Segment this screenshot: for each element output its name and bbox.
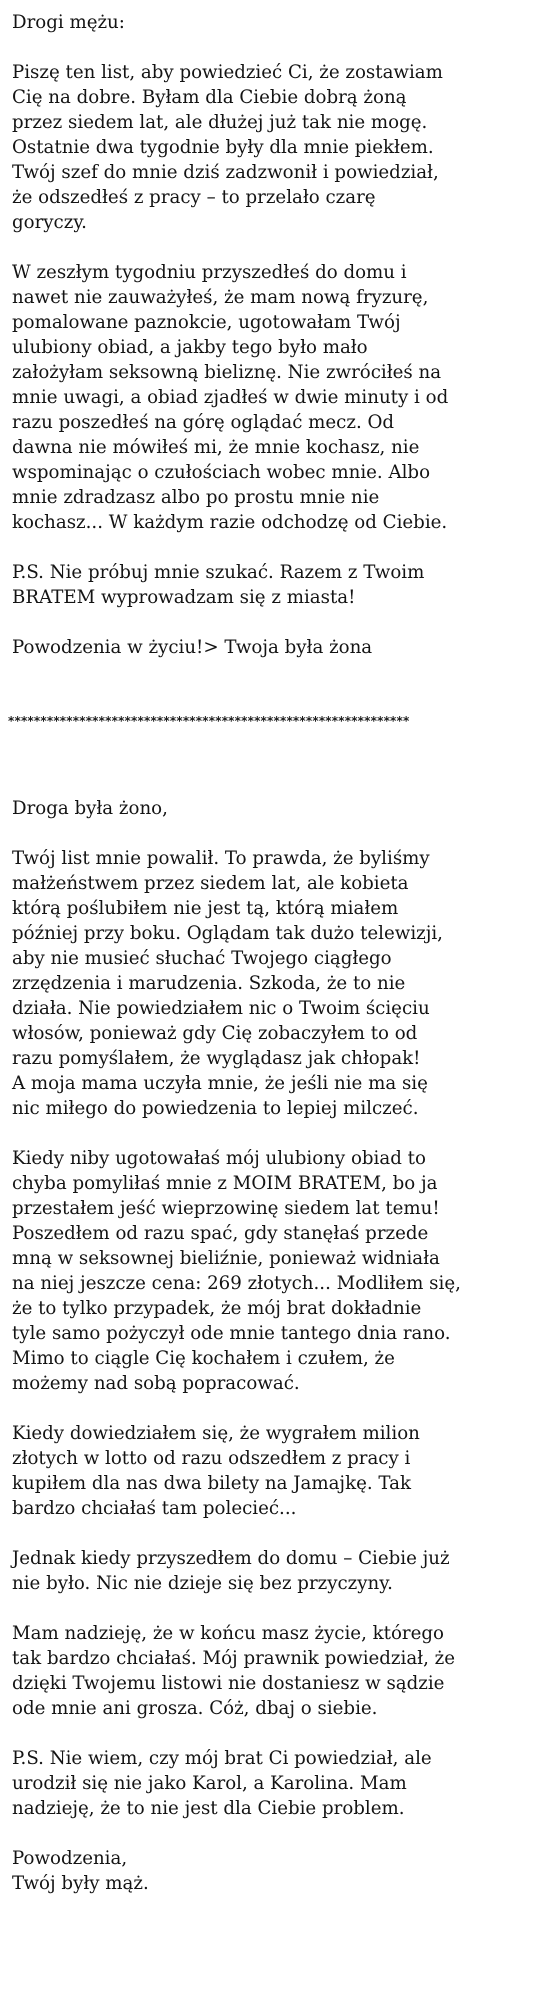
husband-letter-paragraph-1: Twój list mnie powalił. To prawda, że byliśmy małżeństwem przez siedem lat, ale kobieta którą poślubiłem nie jest tą, którą miałem później przy boku. Oglądam tak dużo telewizji, aby nie musieć słuchać Twojego ciągłego zrzędzenia i marudzenia. Szkoda, że to nie działa. Nie powiedziałem nic o Twoim ścięciu włosów, ponieważ gdy Cię zobaczyłem to od razu pomyślałem, że wyglądasz jak chłopak! A moja mama uczyła mnie, że jeśli nie ma się nic miłego do powiedzenia to lepiej milczeć. xyxy=(12,848,443,1119)
husband-letter-paragraph-4: Jednak kiedy przyszedłem do domu – Ciebie już nie było. Nic nie dzieje się bez przyczyny. xyxy=(12,1548,450,1594)
wife-letter-postscript: P.S. Nie próbuj mnie szukać. Razem z Twoim BRATEM wyprowadzam się z miasta! xyxy=(12,562,425,608)
husband-letter-paragraph-3: Kiedy dowiedziałem się, że wygrałem milion złotych w lotto od razu odszedłem z pracy i kupiłem dla nas dwa bilety na Jamajkę. Tak bardzo chciałaś tam polecieć... xyxy=(12,1423,420,1519)
husband-letter-paragraph-5: Mam nadzieję, że w końcu masz życie, którego tak bardzo chciałaś. Mój prawnik powiedział, że dzięki Twojemu listowi nie dostaniesz w sądzie ode mnie ani grosza. Cóż, dbaj o siebie. xyxy=(12,1623,455,1719)
husband-letter-paragraph-2: Kiedy niby ugotowałaś mój ulubiony obiad to chyba pomyliłaś mnie z MOIM BRATEM, bo ja przestałem jeść wieprzowinę siedem lat temu! Poszedłem od razu spać, gdy stanęłaś przede mną w seksownej bieliźnie, ponieważ widniała na niej jeszcze cena: 269 złotych... Modliłem się, że to tylko przypadek, że mój brat dokładnie tyle samo pożyczył ode mnie tantego dnia rano. Mimo to ciągle Cię kochałem i czułem, że możemy nad sobą popracować. xyxy=(12,1148,461,1394)
husband-letter-postscript: P.S. Nie wiem, czy mój brat Ci powiedział, ale urodził się nie jako Karol, a Karolina. Mam nadzieję, że to nie jest dla Ciebie problem. xyxy=(12,1748,432,1819)
husband-letter-signature: Powodzenia, Twój były mąż. xyxy=(12,1848,149,1894)
wife-letter-signature: Powodzenia w życiu!> Twoja była żona xyxy=(12,637,373,658)
wife-letter xyxy=(12,10,527,660)
husband-letter xyxy=(12,796,527,1896)
husband-letter-greeting: Droga była żono, xyxy=(12,798,168,819)
wife-letter-paragraph-1: Piszę ten list, aby powiedzieć Ci, że zostawiam Cię na dobre. Byłam dla Ciebie dobrą żoną przez siedem lat, ale dłużej już tak nie mogę. Ostatnie dwa tygodnie były dla mnie piekłem. Twój szef do mnie dziś zadzwonił i powiedział, że odszedłeś z pracy – to przelało czarę goryczy. xyxy=(12,62,443,233)
wife-letter-greeting: Drogi mężu: xyxy=(12,12,125,33)
asterisk-divider: ************************************************************** xyxy=(8,714,410,728)
wife-letter-paragraph-2: W zeszłym tygodniu przyszedłeś do domu i nawet nie zauważyłeś, że mam nową fryzurę, pomalowane paznokcie, ugotowałam Twój ulubiony obiad, a jakby tego było mało założyłam seksowną bieliznę. Nie zwróciłeś na mnie uwagi, a obiad zjadłeś w dwie minuty i od razu poszedłeś na górę oglądać mecz. Od dawna nie mówiłeś mi, że mnie kochasz, nie wspominając o czułościach wobec mnie. Albo mnie zdradzasz albo po prostu mnie nie kochasz... W każdym razie odchodzę od Ciebie. xyxy=(12,262,449,533)
